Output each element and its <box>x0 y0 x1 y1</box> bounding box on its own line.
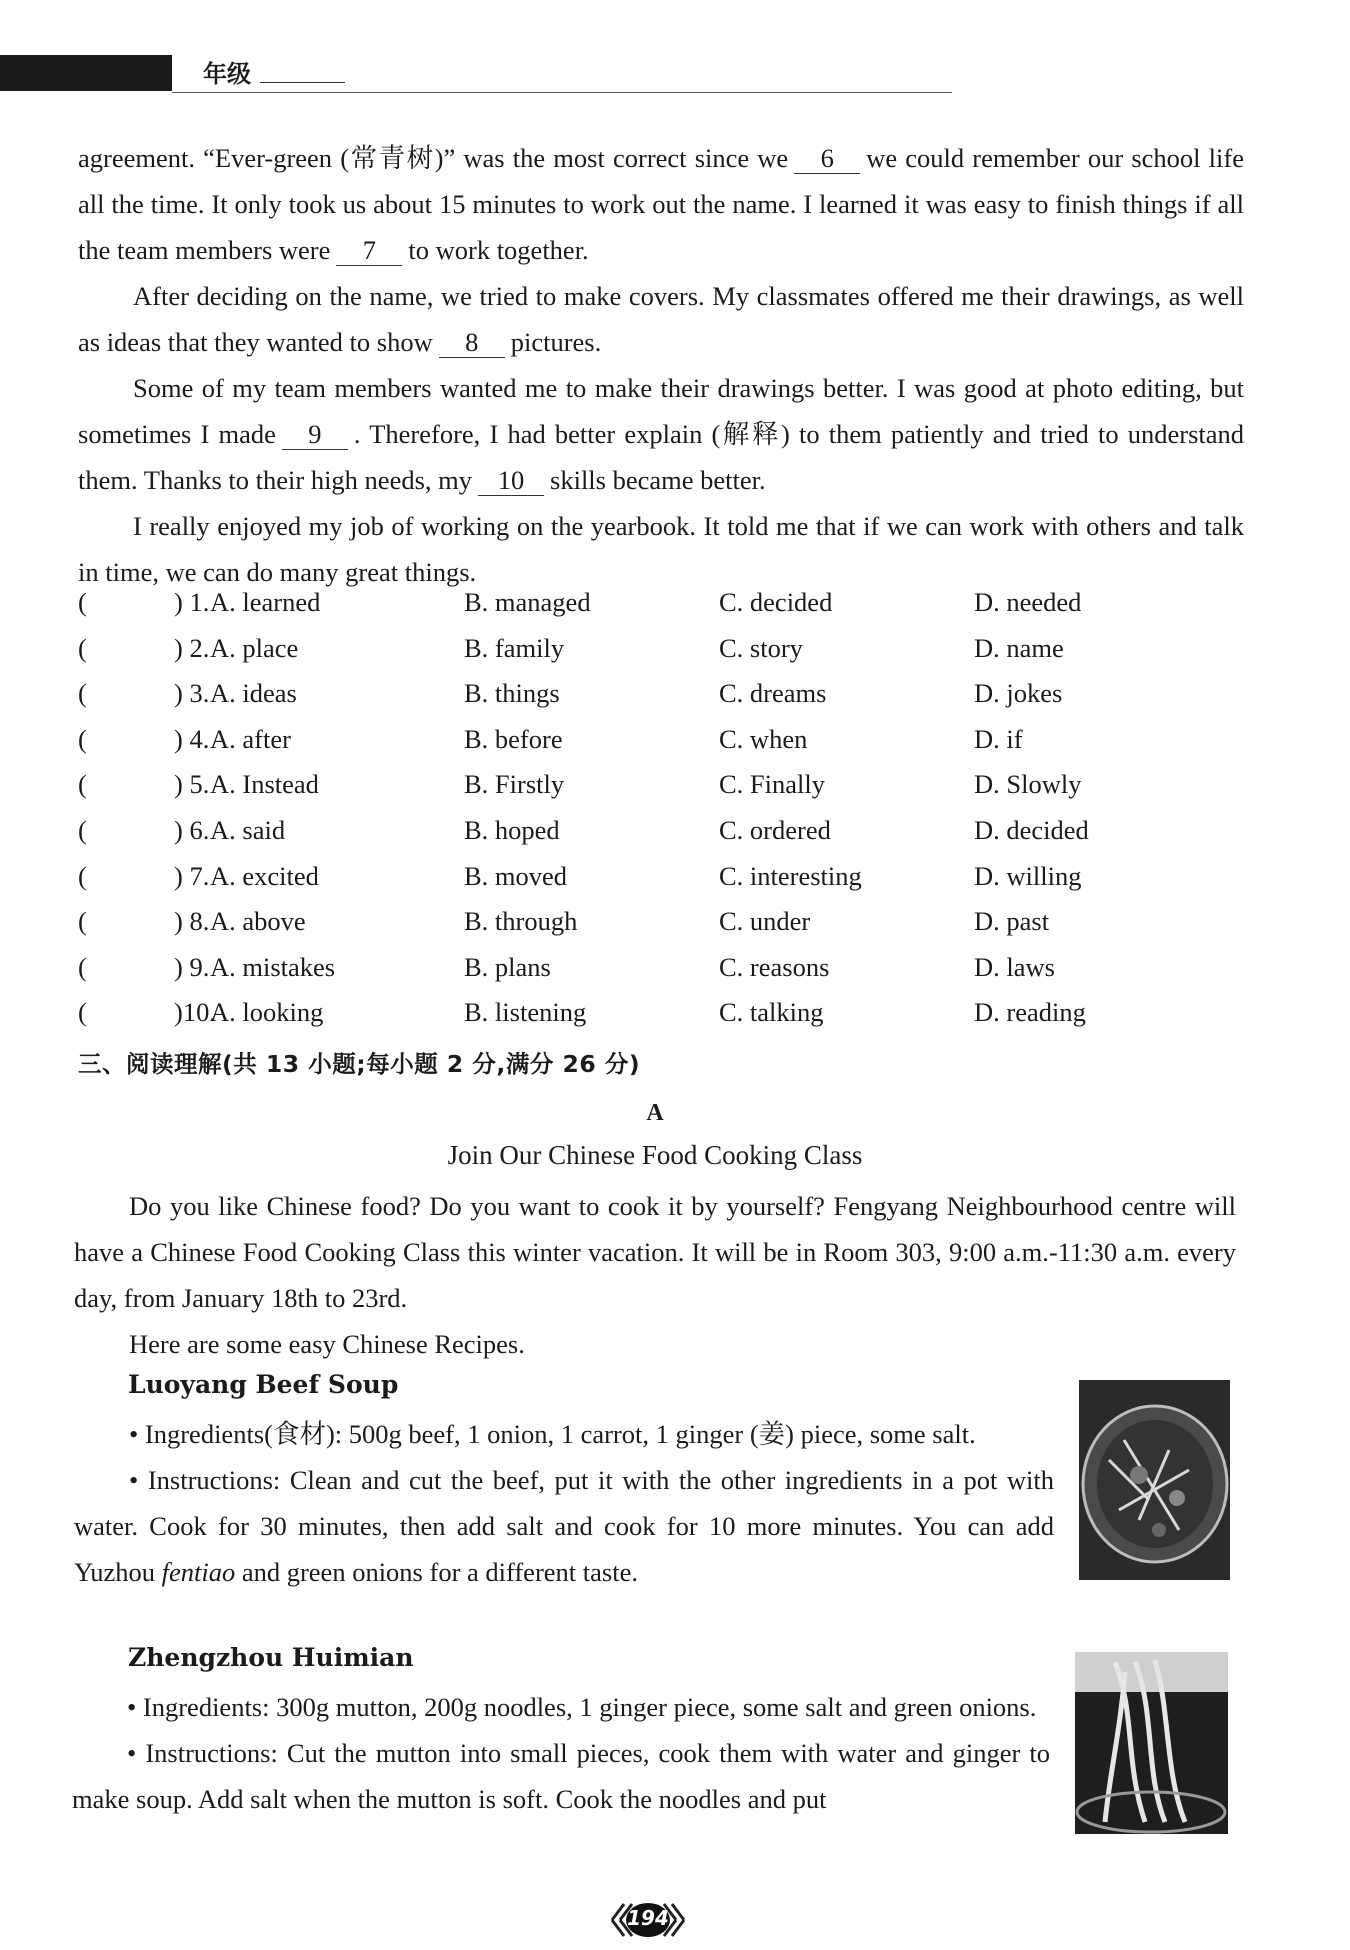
intro-paragraph-2: Here are some easy Chinese Recipes. <box>129 1329 525 1359</box>
passage-title: Join Our Chinese Food Cooking Class <box>447 1140 863 1170</box>
answer-paren[interactable]: ( <box>78 678 87 709</box>
blank-10[interactable]: 10 <box>478 465 544 496</box>
question-number: ) 8. <box>174 906 210 937</box>
question-number: ) 2. <box>174 632 210 663</box>
option-b[interactable]: B. before <box>464 723 563 754</box>
option-a[interactable]: A. mistakes <box>210 951 336 982</box>
question-number: ) 3. <box>174 678 210 709</box>
option-b[interactable]: B. things <box>464 678 560 709</box>
option-b[interactable]: B. listening <box>464 997 587 1028</box>
question-row[interactable] <box>78 815 1118 861</box>
intro-text <box>74 1183 1236 1367</box>
option-c[interactable]: C. when <box>719 723 808 754</box>
option-a[interactable]: A. place <box>210 632 299 663</box>
option-d[interactable]: D. Slowly <box>974 769 1082 800</box>
paragraph-1: agreement. “Ever-green (常青树)” was the most correct since we 6 we could remember our school life all the time. It only took us about 15 minutes to work out the name. I learned it was easy to finish things if all the team members were 7 to work together. <box>78 143 1244 265</box>
huimian-photo <box>1075 1652 1228 1834</box>
blank-7[interactable]: 7 <box>336 235 402 266</box>
section-heading: 三、阅读理解(共 13 小题;每小题 2 分,满分 26 分) <box>78 1050 641 1078</box>
question-row[interactable] <box>78 906 1118 952</box>
recipe-huimian-text <box>72 1684 1050 1822</box>
ingredients-text: • Ingredients: 300g mutton, 200g noodles, 1 ginger piece, some salt and green onions. <box>127 1692 1037 1722</box>
option-c[interactable]: C. Finally <box>719 769 826 800</box>
option-c[interactable]: C. under <box>719 906 811 937</box>
option-b[interactable]: B. managed <box>464 587 591 617</box>
option-a[interactable]: A. above <box>210 906 306 937</box>
option-a[interactable]: A. learned <box>210 587 321 617</box>
question-number: )10. <box>174 997 216 1028</box>
intro-paragraph: Do you like Chinese food? Do you want to cook it by yourself? Fengyang Neighbourhood centre will have a Chinese Food Cooking Class this winter vacation. It will be in Room 303, 9:00 a.m.-11:30 a.m. every day, from January 18th to 23rd. <box>74 1191 1236 1313</box>
option-d[interactable]: D. needed <box>974 587 1082 617</box>
question-number: ) 9. <box>174 951 210 982</box>
answer-paren[interactable]: ( <box>78 814 87 845</box>
answer-paren[interactable]: ( <box>78 997 87 1028</box>
blank-6[interactable]: 6 <box>794 143 860 174</box>
passage-label: A <box>646 1100 664 1126</box>
option-d[interactable]: D. laws <box>974 951 1055 982</box>
question-number: ) 4. <box>174 723 210 754</box>
question-number: ) 6. <box>174 814 210 845</box>
option-d[interactable]: D. decided <box>974 814 1089 845</box>
answer-paren[interactable]: ( <box>78 587 87 617</box>
question-row[interactable] <box>78 952 1118 998</box>
question-row[interactable] <box>78 769 1118 815</box>
paragraph-4: I really enjoyed my job of working on the yearbook. It told me that if we can work with others and talk in time, we can do many great things. <box>78 511 1244 587</box>
paragraph-3: Some of my team members wanted me to make their drawings better. I was good at photo editing, but sometimes I made 9 . Therefore, I had better explain (解释) to them patiently and tried to understand them. Thanks to their high needs, my 10 skills became better. <box>78 373 1245 495</box>
option-d[interactable]: D. if <box>974 723 1023 754</box>
choice-options <box>78 587 1118 1043</box>
header-black-bar <box>0 55 172 91</box>
option-d[interactable]: D. past <box>974 906 1050 937</box>
cloze-passage <box>78 135 1244 595</box>
option-b[interactable]: B. through <box>464 906 578 937</box>
option-c[interactable]: C. interesting <box>719 860 862 891</box>
question-row[interactable] <box>78 678 1118 724</box>
option-b[interactable]: B. Firstly <box>464 769 565 800</box>
option-b[interactable]: B. plans <box>464 951 551 982</box>
option-b[interactable]: B. family <box>464 632 565 663</box>
option-a[interactable]: A. looking <box>210 997 324 1028</box>
question-row[interactable] <box>78 997 1118 1043</box>
option-a[interactable]: A. excited <box>210 860 319 891</box>
option-a[interactable]: A. said <box>210 814 286 845</box>
grade-blank-line[interactable] <box>260 82 345 83</box>
instructions-text: • Instructions: Cut the mutton into small pieces, cook them with water and ginger to make soup. Add salt when the mutton is soft. Cook the noodles and put <box>72 1738 1050 1814</box>
recipe-title-huimian: Zhengzhou Huimian <box>128 1643 414 1672</box>
option-d[interactable]: D. name <box>974 632 1064 663</box>
option-a[interactable]: A. ideas <box>210 678 297 709</box>
answer-paren[interactable]: ( <box>78 632 87 663</box>
blank-9[interactable]: 9 <box>282 419 348 450</box>
question-row[interactable] <box>78 724 1118 770</box>
option-c[interactable]: C. reasons <box>719 951 830 982</box>
recipe-beef-soup-text <box>74 1411 1054 1595</box>
option-c[interactable]: C. ordered <box>719 814 831 845</box>
option-a[interactable]: A. after <box>210 723 291 754</box>
option-c[interactable]: C. dreams <box>719 678 827 709</box>
question-row[interactable] <box>78 633 1118 679</box>
answer-paren[interactable]: ( <box>78 951 87 982</box>
question-number: ) 7. <box>174 860 210 891</box>
recipe-title-beef-soup: Luoyang Beef Soup <box>128 1370 399 1399</box>
option-a[interactable]: A. Instead <box>210 769 319 800</box>
option-c[interactable]: C. decided <box>719 587 833 617</box>
page-number: 194 <box>627 1906 669 1930</box>
option-d[interactable]: D. jokes <box>974 678 1063 709</box>
option-b[interactable]: B. hoped <box>464 814 560 845</box>
question-number: ) 1. <box>174 587 210 617</box>
option-c[interactable]: C. story <box>719 632 803 663</box>
option-c[interactable]: C. talking <box>719 997 824 1028</box>
grade-label: 年级 <box>203 60 251 88</box>
option-d[interactable]: D. reading <box>974 997 1086 1028</box>
question-row[interactable] <box>78 587 1118 633</box>
ingredients-text: • Ingredients(食材): 500g beef, 1 onion, 1 carrot, 1 ginger (姜) piece, some salt. <box>129 1419 976 1449</box>
answer-paren[interactable]: ( <box>78 723 87 754</box>
instructions-text: • Instructions: Clean and cut the beef, put it with the other ingredients in a pot with water. Cook for 30 minutes, then add salt and cook for 10 more minutes. You can add Yuzhou fentiao and green onions for a different taste. <box>74 1465 1054 1587</box>
answer-paren[interactable]: ( <box>78 769 87 800</box>
answer-paren[interactable]: ( <box>78 860 87 891</box>
answer-paren[interactable]: ( <box>78 906 87 937</box>
paragraph-2: After deciding on the name, we tried to make covers. My classmates offered me their drawings, as well as ideas that they wanted to show 8 pictures. <box>78 281 1244 357</box>
beef-soup-photo <box>1079 1380 1230 1580</box>
option-d[interactable]: D. willing <box>974 860 1082 891</box>
blank-8[interactable]: 8 <box>439 327 505 358</box>
question-row[interactable] <box>78 861 1118 907</box>
header-rule <box>172 92 952 93</box>
option-b[interactable]: B. moved <box>464 860 568 891</box>
question-number: ) 5. <box>174 769 210 800</box>
